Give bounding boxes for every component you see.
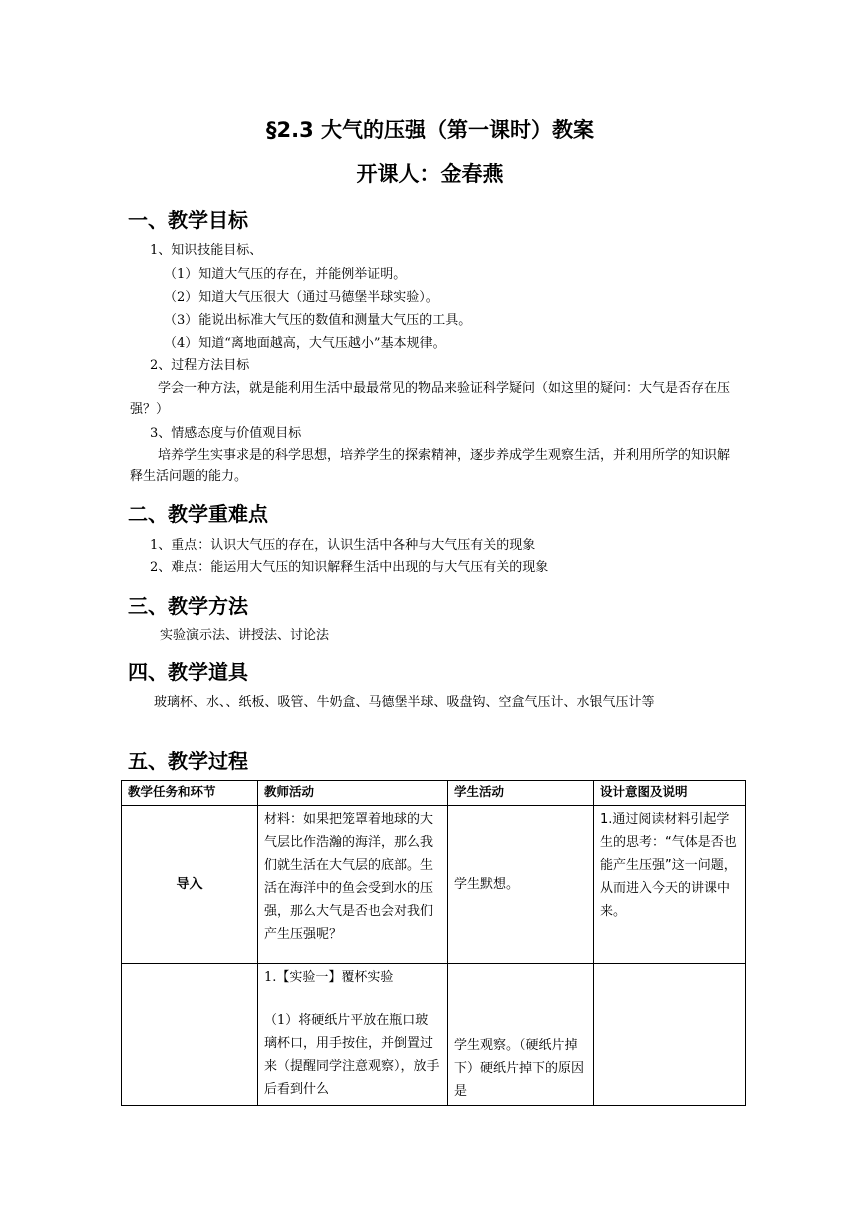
column-header: 设计意图及说明 — [594, 781, 746, 806]
task-cell: 导入 — [122, 806, 258, 964]
goal-paragraph: 培养学生实事求是的科学思想，培养学生的探索精神，逐步养成学生观察生活，并利用所学的知识解释生活问题的能力。 — [130, 448, 731, 484]
goal-line: （3）能说出标准大气压的数值和测量大气压的工具。 — [164, 313, 472, 328]
column-header: 教师活动 — [258, 781, 448, 806]
section-heading-key-points: 二、教学重难点 — [128, 502, 268, 526]
methods-text: 实验演示法、讲授法、讨论法 — [160, 628, 330, 643]
goal-line: （4）知道“离地面越高，大气压越小”基本规律。 — [164, 336, 446, 351]
goal-line: 2、过程方法目标 — [150, 358, 250, 373]
process-table — [121, 780, 746, 1106]
goal-line: 3、情感态度与价值观目标 — [150, 426, 302, 441]
design-notes-cell — [594, 964, 746, 1106]
section-heading-goals: 一、教学目标 — [128, 208, 248, 232]
goal-line: （1）知道大气压的存在，并能例举证明。 — [164, 267, 407, 282]
section-heading-process: 五、教学过程 — [128, 749, 248, 773]
column-header: 教学任务和环节 — [122, 781, 258, 806]
props-text: 玻璃杯、水、、纸板、吸管、牛奶盒、马德堡半球、吸盘钩、空盒气压计、水银气压计等 — [154, 695, 655, 710]
table-header-row — [122, 781, 746, 806]
goal-line: 1、知识技能目标、 — [150, 243, 263, 258]
key-point-line: 2、难点：能运用大气压的知识解释生活中出现的与大气压有关的现象 — [150, 560, 549, 575]
goal-paragraph: 学会一种方法，就是能利用生活中最最常见的物品来验证科学疑问（如这里的疑问：大气是否存在压强？） — [130, 381, 731, 417]
teacher-activity-cell: 材料：如果把笼罩着地球的大气层比作浩瀚的海洋，那么我们就生活在大气层的底部。生活在海洋中的鱼会受到水的压强，那么大气是否也会对我们产生压强呢？ — [258, 806, 448, 964]
section-heading-methods: 三、教学方法 — [128, 594, 248, 618]
teacher-activity-line: 1.【实验一】覆杯实验 — [264, 970, 394, 985]
student-activity-cell — [448, 964, 594, 1106]
design-notes-cell: 1.通过阅读材料引起学生的思考：“气体是否也能产生压强”这一问题，从而进入今天的讲课中来。 — [594, 806, 746, 964]
teacher-activity-cell — [258, 964, 448, 1106]
section-heading-props: 四、教学道具 — [128, 660, 248, 684]
goal-line: （2）知道大气压很大（通过马德堡半球实验）。 — [164, 290, 439, 305]
key-point-line: 1、重点：认识大气压的存在，认识生活中各种与大气压有关的现象 — [150, 538, 536, 553]
table-row — [122, 964, 746, 1106]
document-author: 开课人：金春燕 — [356, 162, 504, 186]
table-row — [122, 806, 746, 964]
column-header: 学生活动 — [448, 781, 594, 806]
student-activity-cell: 学生默想。 — [448, 806, 594, 964]
task-cell — [122, 964, 258, 1106]
student-activity-text: 学生观察。（硬纸片掉下）硬纸片掉下的原因是 — [454, 1038, 585, 1099]
teacher-activity-line: （1）将硬纸片平放在瓶口玻璃杯口，用手按住，并倒置过来（提醒同学注意观察），放手后看到什么 — [264, 1013, 440, 1097]
document-title: §2.3 大气的压强（第一课时）教案 — [265, 118, 594, 142]
